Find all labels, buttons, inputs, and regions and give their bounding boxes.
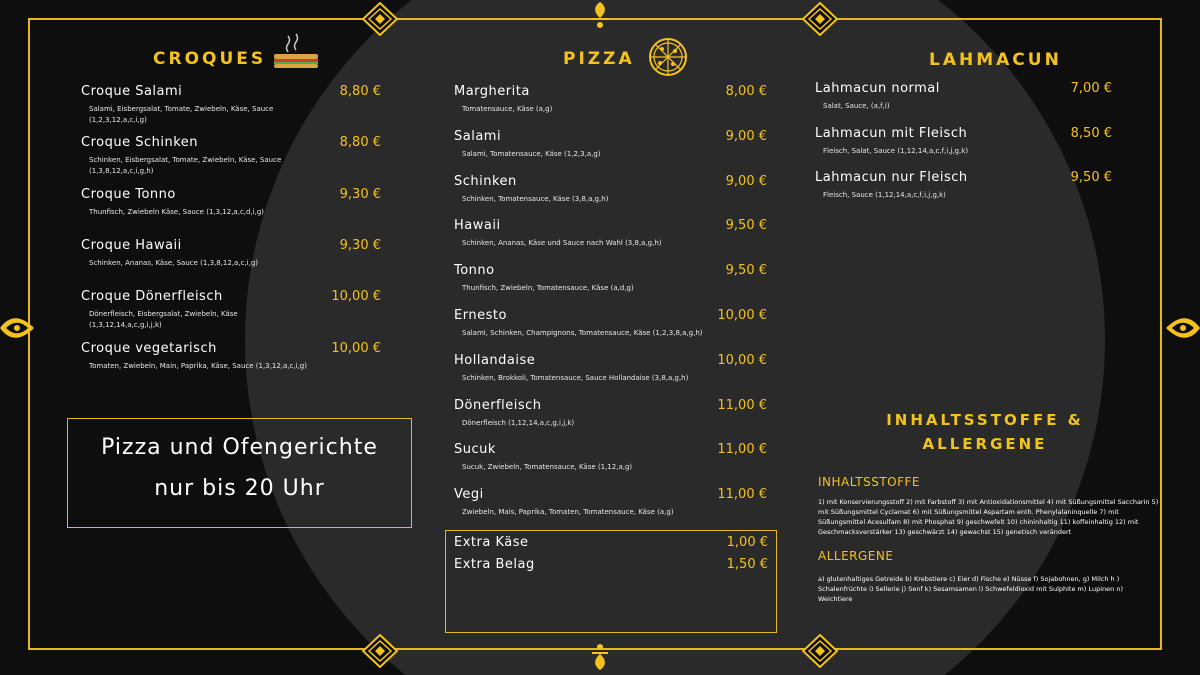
menu-item-description: Thunfisch, Zwiebeln, Tomatensauce, Käse (a,d,g) [462,284,634,293]
extra-price: 1,00 € [726,535,768,550]
fleur-ornament-icon [1164,306,1200,350]
menu-item [454,174,714,205]
menu-item-description: Salami, Schinken, Champignons, Tomatensauce, Käse (1,2,3,8,a,g,h) [462,329,703,337]
allergen-text: a) glutenhaltiges Getreide b) Krebstiere c) Eier d) Fische e) Nüsse f) Sojabohnen, g) Milch h ) Schalenfrüchte i) Sellerie j) Senf k) Sesamsamen l) Schwefeldioxid mit Sulphite m) Lupinen n) Weichtiere [818,575,1123,603]
menu-item-name: Hawaii [454,218,501,234]
menu-item-description: Schinken, Brokkoli, Tomatensauce, Sauce Hollandaise (3,8,a,g,h) [462,373,689,382]
menu-item-name: Ernesto [454,308,507,323]
menu-item-price: 10,00 € [331,289,381,305]
allergens-title-line-2: ALLERGENE [922,435,1048,453]
menu-item [454,308,714,339]
menu-item-description: Schinken, Eisbergsalat, Tomate, Zwiebeln, Käse, Sauce (1,3,8,12,a,c,i,g,h) [89,156,282,176]
sandwich-icon [270,32,322,70]
menu-item [815,170,1055,201]
menu-item-name: Vegi [454,487,484,503]
menu-item-price: 11,00 € [717,397,767,413]
menu-item-price: 8,80 € [339,84,381,99]
menu-item-description: Dönerfleisch, Eisbergsalat, Zwiebeln, Käse (1,3,12,14,a,c,g,i,j,k) [89,310,238,330]
menu-item [81,238,331,269]
menu-item [454,353,714,384]
menu-item-description: Schinken, Ananas, Käse und Sauce nach Wahl (3,8,a,g,h) [462,239,662,248]
menu-item [81,187,331,218]
opening-hours-notice [67,418,412,528]
menu-item-name: Croque Dönerfleisch [81,289,223,305]
extra-price: 1,50 € [726,557,768,572]
fleur-ornament-icon [588,0,612,30]
menu-item-price: 9,50 € [725,263,767,279]
diamond-ornament-icon [802,2,838,36]
menu-item-name: Croque Salami [81,84,183,99]
menu-item-price: 8,80 € [339,135,381,151]
menu-item-name: Lahmacun nur Fleisch [815,170,968,185]
menu-item [81,135,331,177]
menu-item-description: Thunfisch, Zwiebeln Käse, Sauce (1,3,12,a,c,d,i,g) [89,207,265,216]
menu-item-price: 7,00 € [1070,81,1112,96]
extra-name: Extra Belag [454,557,535,572]
menu-item [454,129,714,160]
menu-item-name: Croque Hawaii [81,237,182,253]
fleur-ornament-icon [588,642,612,672]
menu-item-price: 8,50 € [1070,125,1112,141]
menu-item-description: Zwiebeln, Mais, Paprika, Tomaten, Tomatensauce, Käse (a,g) [462,508,674,517]
menu-item-description: Fleisch, Sauce (1,12,14,a,c,f,i,j,g,k) [823,191,946,199]
menu-item-name: Schinken [454,173,517,189]
menu-item [454,218,714,249]
menu-item-description: Salami, Eisbergsalat, Tomate, Zwiebeln, Käse, Sauce (1,2,3,12,a,c,i,g) [89,105,274,124]
menu-item-description: Tomaten, Zwiebeln, Main, Paprika, Käse, Sauce (1,3,12,a,c,i,g) [89,361,307,370]
notice-line-2: nur bis 20 Uhr [154,476,325,501]
menu-item-description: Salat, Sauce, (a,f,i) [823,102,890,110]
menu-item-price: 11,00 € [717,487,767,503]
lahmacun-title: LAHMACUN [929,50,1062,70]
menu-item [454,263,714,294]
menu-item [454,398,714,429]
pizza-title: PIZZA [563,49,635,69]
pizza-icon [647,36,689,78]
menu-item [815,126,1055,157]
croques-title: CROQUES [153,49,267,69]
menu-item-description: Salami, Tomatensauce, Käse (1,2,3,a,g) [462,149,601,158]
menu-item-price: 10,00 € [331,340,381,356]
menu-item-name: Croque vegetarisch [81,340,217,356]
menu-item-price: 9,50 € [1070,170,1112,185]
menu-item-name: Lahmacun normal [815,81,940,96]
menu-item [815,81,1055,112]
extras-box [445,530,777,633]
menu-item-description: Tomatensauce, Käse (a,g) [462,105,553,113]
menu-item-price: 11,00 € [717,442,767,458]
menu-item [81,84,331,126]
menu-item-price: 9,30 € [339,186,381,202]
menu-item-name: Hollandaise [454,352,536,368]
menu-item-name: Croque Tonno [81,186,176,202]
allergen-list-title: ALLERGENE [818,549,894,563]
allergens-title-line-1: INHALTSSTOFFE & [886,411,1084,429]
diamond-ornament-icon [362,2,398,36]
menu-item-price: 8,00 € [725,84,767,99]
menu-item-description: Schinken, Tomatensauce, Käse (3,8,a,g,h) [462,194,609,203]
menu-item-name: Sucuk [454,442,496,458]
diamond-ornament-icon [802,634,838,668]
menu-item-name: Salami [454,128,502,144]
menu-item [81,289,331,331]
diamond-ornament-icon [362,634,398,668]
menu-item-price: 10,00 € [717,308,767,323]
extra-name: Extra Käse [454,535,529,550]
menu-item [454,442,714,473]
ingredients-text: 1) mit Konservierungsstoff 2) mit Farbstoff 3) mit Antioxidationsmittel 4) mit Süßungsmittel Saccharin 5) mit Süßungsmittel Cyclamat 6) mit Süßungsmittel Aspartam enth. Phenylalaninquelle 7) mit Süßungsmittel Acesulfam 8) mit Phosphat 9) geschwefelt 10) chininhaltig 11) koffeinhaltig 12) mit Geschmacksverstärker 13) geschwärzt 14) gewachst 15) genetisch verändert [818,498,1159,536]
menu-item [81,341,331,372]
menu-item-description: Dönerfleisch (1,12,14,a,c,g,i,j,k) [462,418,575,427]
menu-item-price: 9,50 € [725,218,767,234]
menu-item-name: Dönerfleisch [454,397,542,413]
menu-item-name: Tonno [454,263,495,279]
menu-item-description: Schinken, Ananas, Käse, Sauce (1,3,8,12,a,c,i,g) [89,258,258,267]
fleur-ornament-icon [0,306,36,350]
ingredients-title: INHALTSSTOFFE [818,475,921,489]
menu-item-name: Margherita [454,84,530,99]
menu-item [454,487,714,518]
notice-line-1: Pizza und Ofengerichte [101,435,378,460]
menu-item-description: Sucuk, Zwiebeln, Tomatensauce, Käse (1,12,a,g) [462,463,633,472]
menu-item-price: 10,00 € [717,352,767,368]
menu-item-name: Croque Schinken [81,135,199,151]
menu-item-description: Fleisch, Salat, Sauce (1,12,14,a,c,f,i,j,g,k) [823,146,969,155]
menu-item-price: 9,30 € [339,237,381,253]
allergens-title [870,408,1100,456]
menu-item-price: 9,00 € [725,128,767,144]
menu-item-name: Lahmacun mit Fleisch [815,125,968,141]
menu-item [454,84,714,115]
menu-item-price: 9,00 € [725,173,767,189]
